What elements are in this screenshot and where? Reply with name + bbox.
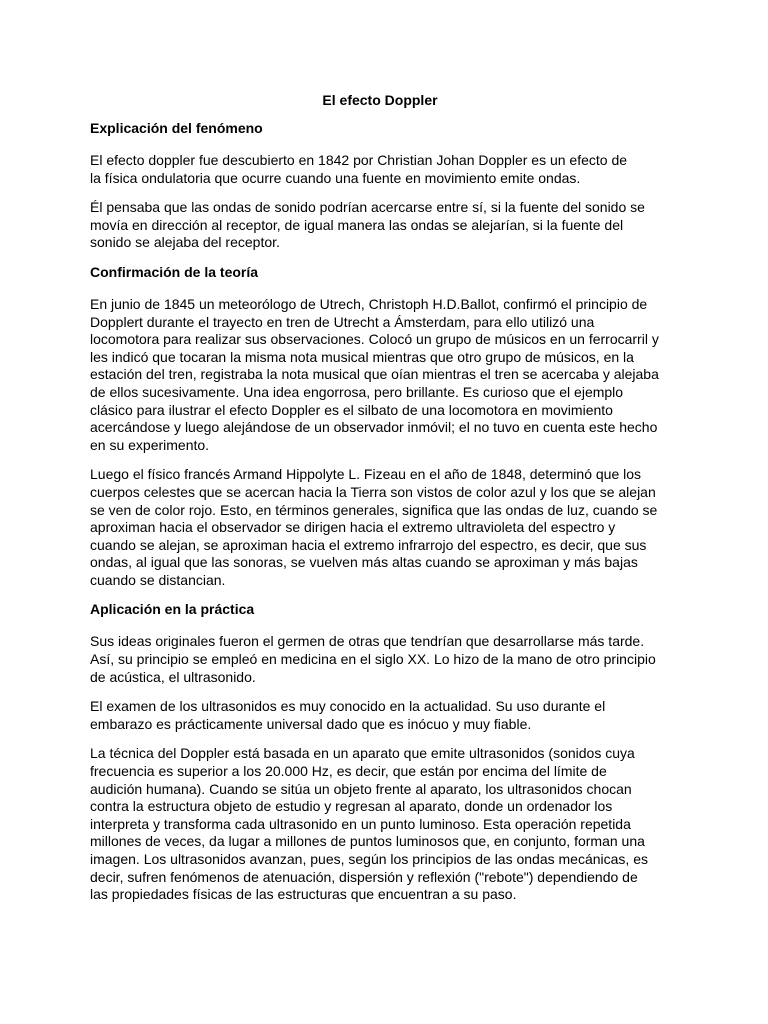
paragraph: La técnica del Doppler está basada en un aparato que emite ultrasonidos (sonidos cuya frecuencia es superior a los 20.000 Hz, es decir, que están por encima del límite de audición humana). Cuando se sitúa un objeto frente al aparato, los ultrasonidos chocan contra la estructura objeto de estudio y regresan al aparato, donde un ordenador los interpreta y transforma cada ultrasonido en un punto luminoso. Esta operación repetida millones de veces, da lugar a millones de puntos luminosos que, en conjunto, forman una imagen. Los ultrasonidos avanzan, pues, según los principios de las ondas mecánicas, es decir, sufren fenómenos de atenuación, dispersión y reflexión ("rebote") dependiendo de las propiedades físicas de las estructuras que encuentran a su paso. xyxy=(90,745,648,903)
section-heading-aplicacion: Aplicación en la práctica xyxy=(90,601,255,618)
document-content xyxy=(90,92,690,916)
section-heading-explicacion: Explicación del fenómeno xyxy=(90,120,263,136)
paragraph: El examen de los ultrasonidos es muy conocido en la actualidad. Su uso durante el embarazo es prácticamente universal dado que es inócuo y muy fiable. xyxy=(90,698,606,732)
paragraph: Sus ideas originales fueron el germen de otras que tendrían que desarrollarse más tarde. Así, su principio se empleó en medicina en el siglo XX. Lo hizo de la mano de otro principio de acústica, el ultrasonido. xyxy=(90,633,656,685)
paragraph: Él pensaba que las ondas de sonido podrían acercarse entre sí, si la fuente del sonido se movía en dirección al receptor, de igual manera las ondas se alejarían, si la fuente del sonido se alejaba del receptor. xyxy=(90,199,645,251)
section-heading-confirmacion: Confirmación de la teoría xyxy=(90,263,259,280)
paragraph: En junio de 1845 un meteorólogo de Utrech, Christoph H.D.Ballot, confirmó el principio de Dopplert durante el trayecto en tren de Utrecht a Ámsterdam, para ello utilizó una locomotora para realizar sus observaciones. Colocó un grupo de músicos en un ferrocarril y les indicó que tocaran la misma nota musical mientras que otro grupo de músicos, en la estación del tren, registraba la nota musical que oían mientras el tren se acercaba y alejaba de ellos sucesivamente. Una idea engorrosa, pero brillante. Es curioso que el ejemplo clásico para ilustrar el efecto Doppler es el silbato de una locomotora en movimiento acercándose y luego alejándose de un observador inmóvil; el no tuvo en cuenta este hecho en su experimento. xyxy=(90,295,659,453)
document-title: El efecto Doppler xyxy=(322,92,438,108)
paragraph: El efecto doppler fue descubierto en 1842 por Christian Johan Doppler es un efecto de la física ondulatoria que ocurre cuando una fuente en movimiento emite ondas. xyxy=(90,152,628,186)
paragraph: Luego el físico francés Armand Hippolyte L. Fizeau en el año de 1848, determinó que los cuerpos celestes que se acercan hacia la Tierra son vistos de color azul y los que se alejan se ven de color rojo. Esto, en términos generales, significa que las ondas de luz, cuando se aproximan hacia el observador se dirigen hacia el extremo ultravioleta del espectro y cuando se alejan, se aproximan hacia el extremo infrarrojo del espectro, es decir, que sus ondas, al igual que las sonoras, se vuelven más altas cuando se aproximan y más bajas cuando se distancian. xyxy=(90,466,658,588)
